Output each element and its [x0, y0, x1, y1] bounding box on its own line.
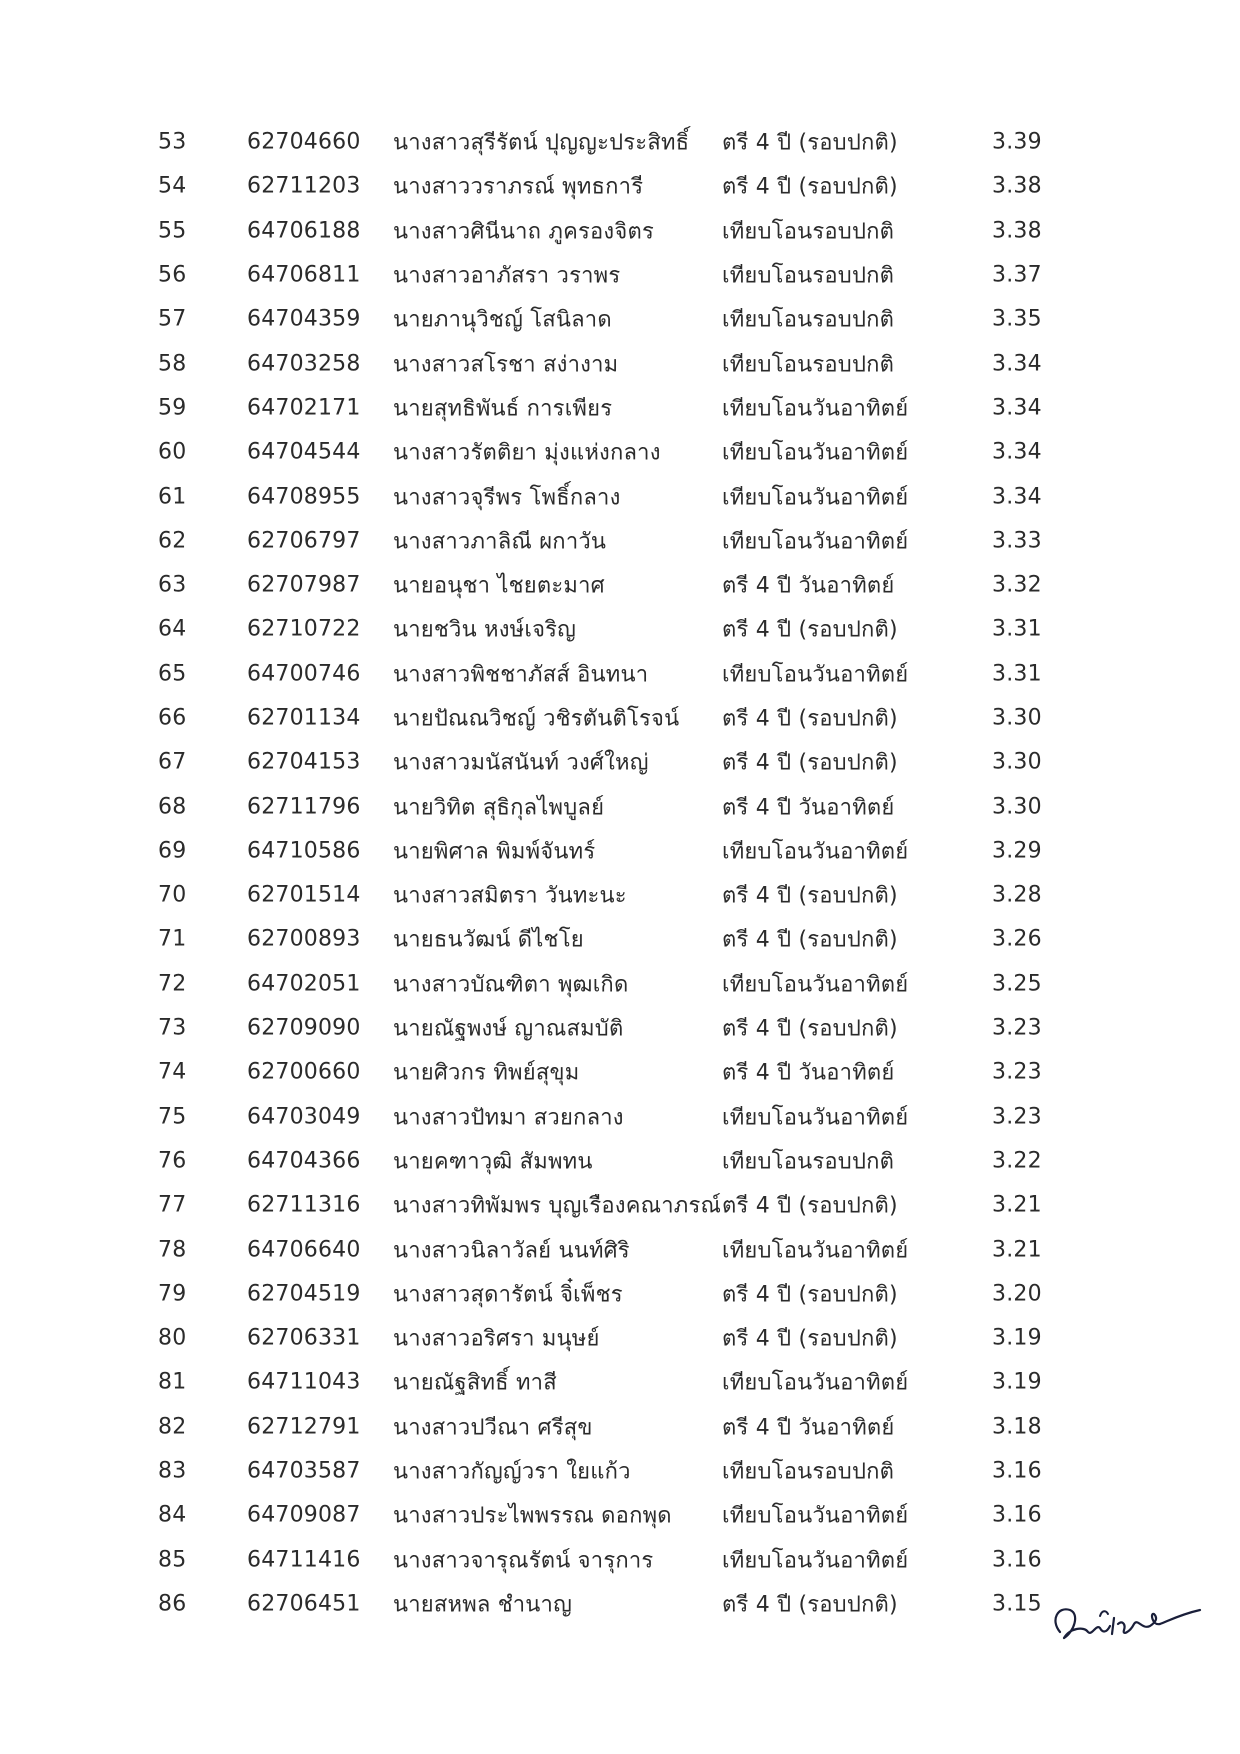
student-id: 64702051 — [247, 971, 361, 997]
table-row — [0, 164, 1240, 208]
student-name: นายคฑาวุฒิ สัมพทน — [393, 1149, 593, 1175]
row-number: 69 — [158, 838, 187, 864]
student-id: 62704153 — [247, 749, 361, 775]
table-row — [0, 652, 1240, 696]
table-row — [0, 253, 1240, 297]
row-number: 65 — [158, 661, 187, 687]
student-id: 64706640 — [247, 1237, 361, 1263]
program-type: เทียบโอนรอบปกติ — [722, 263, 895, 289]
student-id: 62711203 — [247, 173, 361, 199]
table-row — [0, 1360, 1240, 1404]
table-row — [0, 120, 1240, 164]
row-number: 86 — [158, 1591, 187, 1617]
table-row — [0, 209, 1240, 253]
program-type: ตรี 4 ปี วันอาทิตย์ — [722, 573, 895, 599]
row-number: 72 — [158, 971, 187, 997]
student-id: 64702171 — [247, 395, 361, 421]
student-id: 62701514 — [247, 882, 361, 908]
table-row — [0, 1227, 1240, 1271]
student-name: นายสหพล ชำนาญ — [393, 1592, 573, 1618]
row-number: 55 — [158, 218, 187, 244]
row-number: 57 — [158, 306, 187, 332]
student-name: นางสาวมนัสนันท์ วงศ์ใหญ่ — [393, 750, 649, 776]
table-row — [0, 1538, 1240, 1582]
gpa-value: 3.29 — [992, 838, 1042, 864]
student-name: นางสาวจุรีพร โพธิ์กลาง — [393, 485, 621, 511]
row-number: 73 — [158, 1015, 187, 1041]
program-type: เทียบโอนวันอาทิตย์ — [722, 396, 909, 422]
student-name: นางสาวอริศรา มนุษย์ — [393, 1326, 600, 1352]
student-name: นางสาวปวีณา ศรีสุข — [393, 1415, 593, 1441]
row-number: 83 — [158, 1458, 187, 1484]
row-number: 58 — [158, 351, 187, 377]
gpa-value: 3.25 — [992, 971, 1042, 997]
table-row — [0, 1449, 1240, 1493]
program-type: ตรี 4 ปี (รอบปกติ) — [722, 1193, 898, 1219]
student-name: นางสาวศินีนาถ ภูครองจิตร — [393, 219, 654, 245]
student-name: นายชวิน หงษ์เจริญ — [393, 617, 577, 643]
table-row — [0, 563, 1240, 607]
gpa-value: 3.34 — [992, 395, 1042, 421]
student-id: 64706188 — [247, 218, 361, 244]
program-type: เทียบโอนวันอาทิตย์ — [722, 440, 909, 466]
handwritten-signature — [1040, 1580, 1220, 1660]
student-id: 62706797 — [247, 528, 361, 554]
row-number: 63 — [158, 572, 187, 598]
program-type: ตรี 4 ปี (รอบปกติ) — [722, 883, 898, 909]
gpa-value: 3.30 — [992, 705, 1042, 731]
table-row — [0, 474, 1240, 518]
program-type: ตรี 4 ปี (รอบปกติ) — [722, 1592, 898, 1618]
gpa-value: 3.15 — [992, 1591, 1042, 1617]
program-type: ตรี 4 ปี วันอาทิตย์ — [722, 1415, 895, 1441]
student-id: 62704660 — [247, 129, 361, 155]
gpa-value: 3.28 — [992, 882, 1042, 908]
table-row — [0, 1006, 1240, 1050]
table-row — [0, 519, 1240, 563]
program-type: เทียบโอนวันอาทิตย์ — [722, 839, 909, 865]
table-row — [0, 1272, 1240, 1316]
program-type: ตรี 4 ปี (รอบปกติ) — [722, 706, 898, 732]
student-name: นางสาวสุรีรัตน์ ปุญญะประสิทธิ์ — [393, 130, 690, 156]
gpa-value: 3.30 — [992, 749, 1042, 775]
table-row — [0, 1050, 1240, 1094]
program-type: ตรี 4 ปี วันอาทิตย์ — [722, 1060, 895, 1086]
student-name: นางสาวกัญญ์วรา ใยแก้ว — [393, 1459, 631, 1485]
student-id: 62707987 — [247, 572, 361, 598]
student-id: 64710586 — [247, 838, 361, 864]
student-name: นางสาวจารุณรัตน์ จารุการ — [393, 1548, 654, 1574]
table-row — [0, 1316, 1240, 1360]
student-name: นายปัณณวิชญ์ วชิรตันติโรจน์ — [393, 706, 680, 732]
row-number: 56 — [158, 262, 187, 288]
row-number: 66 — [158, 705, 187, 731]
gpa-value: 3.37 — [992, 262, 1042, 288]
student-name: นางสาวสุดารัตน์ จิ๋เพ็ชร — [393, 1282, 623, 1308]
student-name: นางสาวทิพัมพร บุญเรืองคณาภรณ์ — [393, 1193, 722, 1219]
program-type: เทียบโอนรอบปกติ — [722, 1149, 895, 1175]
gpa-value: 3.39 — [992, 129, 1042, 155]
row-number: 85 — [158, 1547, 187, 1573]
student-id: 64706811 — [247, 262, 361, 288]
program-type: เทียบโอนวันอาทิตย์ — [722, 485, 909, 511]
program-type: เทียบโอนรอบปกติ — [722, 307, 895, 333]
student-name: นางสาวประไพพรรณ ดอกพุด — [393, 1503, 672, 1529]
table-row — [0, 740, 1240, 784]
student-id: 64708955 — [247, 484, 361, 510]
student-id: 64703587 — [247, 1458, 361, 1484]
student-id: 64700746 — [247, 661, 361, 687]
gpa-value: 3.19 — [992, 1369, 1042, 1395]
row-number: 59 — [158, 395, 187, 421]
student-id: 62709090 — [247, 1015, 361, 1041]
student-id: 64711043 — [247, 1369, 361, 1395]
student-id: 62712791 — [247, 1414, 361, 1440]
row-number: 68 — [158, 794, 187, 820]
row-number: 77 — [158, 1192, 187, 1218]
row-number: 74 — [158, 1059, 187, 1085]
student-name: นางสาวปัทมา สวยกลาง — [393, 1105, 624, 1131]
student-id: 64709087 — [247, 1502, 361, 1528]
student-id: 62704519 — [247, 1281, 361, 1307]
gpa-value: 3.26 — [992, 926, 1042, 952]
row-number: 61 — [158, 484, 187, 510]
table-row — [0, 1183, 1240, 1227]
gpa-value: 3.38 — [992, 173, 1042, 199]
table-row — [0, 784, 1240, 828]
program-type: ตรี 4 ปี (รอบปกติ) — [722, 130, 898, 156]
student-name: นางสาวภาลิณี ผกาวัน — [393, 529, 607, 555]
gpa-value: 3.22 — [992, 1148, 1042, 1174]
gpa-value: 3.23 — [992, 1015, 1042, 1041]
table-row — [0, 607, 1240, 651]
student-name: นางสาวอาภัสรา วราพร — [393, 263, 621, 289]
gpa-value: 3.18 — [992, 1414, 1042, 1440]
row-number: 71 — [158, 926, 187, 952]
row-number: 64 — [158, 616, 187, 642]
student-id: 62711316 — [247, 1192, 361, 1218]
row-number: 54 — [158, 173, 187, 199]
table-row — [0, 917, 1240, 961]
gpa-value: 3.34 — [992, 351, 1042, 377]
program-type: ตรี 4 ปี (รอบปกติ) — [722, 927, 898, 953]
student-name: นายภานุวิชญ์ โสนิลาด — [393, 307, 612, 333]
table-row — [0, 1405, 1240, 1449]
table-row — [0, 1493, 1240, 1537]
row-number: 79 — [158, 1281, 187, 1307]
table-row — [0, 873, 1240, 917]
table-row — [0, 297, 1240, 341]
program-type: เทียบโอนวันอาทิตย์ — [722, 1548, 909, 1574]
gpa-value: 3.20 — [992, 1281, 1042, 1307]
student-name: นายพิศาล พิมพ์จันทร์ — [393, 839, 596, 865]
student-name: นางสาวนิลาวัลย์ นนท์ศิริ — [393, 1238, 630, 1264]
student-id: 62700893 — [247, 926, 361, 952]
gpa-value: 3.32 — [992, 572, 1042, 598]
program-type: เทียบโอนรอบปกติ — [722, 352, 895, 378]
table-row — [0, 829, 1240, 873]
student-id: 64703049 — [247, 1104, 361, 1130]
student-id: 62710722 — [247, 616, 361, 642]
gpa-value: 3.16 — [992, 1547, 1042, 1573]
student-name: นายณัฐพงษ์ ญาณสมบัติ — [393, 1016, 624, 1042]
program-type: ตรี 4 ปี วันอาทิตย์ — [722, 795, 895, 821]
student-name: นางสาวพิชชาภัสส์ อินทนา — [393, 662, 649, 688]
ranking-table — [0, 120, 1240, 1626]
student-name: นายธนวัฒน์ ดีไชโย — [393, 927, 584, 953]
student-id: 64703258 — [247, 351, 361, 377]
program-type: ตรี 4 ปี (รอบปกติ) — [722, 1282, 898, 1308]
program-type: ตรี 4 ปี (รอบปกติ) — [722, 174, 898, 200]
row-number: 81 — [158, 1369, 187, 1395]
program-type: ตรี 4 ปี (รอบปกติ) — [722, 617, 898, 643]
student-name: นายณัฐสิทธิ์ ทาสี — [393, 1370, 557, 1396]
student-id: 62700660 — [247, 1059, 361, 1085]
gpa-value: 3.33 — [992, 528, 1042, 554]
student-name: นางสาววราภรณ์ พุทธการี — [393, 174, 644, 200]
row-number: 82 — [158, 1414, 187, 1440]
program-type: เทียบโอนรอบปกติ — [722, 1459, 895, 1485]
gpa-value: 3.23 — [992, 1059, 1042, 1085]
student-name: นายวิทิต สุธิกุลไพบูลย์ — [393, 795, 605, 821]
student-id: 64711416 — [247, 1547, 361, 1573]
table-row — [0, 696, 1240, 740]
program-type: เทียบโอนวันอาทิตย์ — [722, 1370, 909, 1396]
program-type: ตรี 4 ปี (รอบปกติ) — [722, 750, 898, 776]
row-number: 75 — [158, 1104, 187, 1130]
gpa-value: 3.23 — [992, 1104, 1042, 1130]
student-id: 62701134 — [247, 705, 361, 731]
program-type: เทียบโอนวันอาทิตย์ — [722, 972, 909, 998]
student-name: นางสาวรัตติยา มุ่งแห่งกลาง — [393, 440, 661, 466]
program-type: เทียบโอนวันอาทิตย์ — [722, 1238, 909, 1264]
student-id: 64704359 — [247, 306, 361, 332]
student-id: 62711796 — [247, 794, 361, 820]
gpa-value: 3.34 — [992, 484, 1042, 510]
table-row — [0, 962, 1240, 1006]
program-type: เทียบโอนวันอาทิตย์ — [722, 529, 909, 555]
gpa-value: 3.31 — [992, 661, 1042, 687]
gpa-value: 3.16 — [992, 1502, 1042, 1528]
program-type: เทียบโอนวันอาทิตย์ — [722, 1503, 909, 1529]
row-number: 60 — [158, 439, 187, 465]
gpa-value: 3.16 — [992, 1458, 1042, 1484]
gpa-value: 3.19 — [992, 1325, 1042, 1351]
program-type: เทียบโอนวันอาทิตย์ — [722, 662, 909, 688]
row-number: 67 — [158, 749, 187, 775]
gpa-value: 3.35 — [992, 306, 1042, 332]
student-id: 64704366 — [247, 1148, 361, 1174]
gpa-value: 3.21 — [992, 1192, 1042, 1218]
gpa-value: 3.38 — [992, 218, 1042, 244]
program-type: เทียบโอนวันอาทิตย์ — [722, 1105, 909, 1131]
student-name: นางสาวสโรชา สง่างาม — [393, 352, 619, 378]
gpa-value: 3.34 — [992, 439, 1042, 465]
student-id: 64704544 — [247, 439, 361, 465]
student-name: นางสาวบัณฑิตา พุฒเกิด — [393, 972, 629, 998]
student-name: นายอนุชา ไชยตะมาศ — [393, 573, 605, 599]
row-number: 84 — [158, 1502, 187, 1528]
program-type: เทียบโอนรอบปกติ — [722, 219, 895, 245]
gpa-value: 3.31 — [992, 616, 1042, 642]
row-number: 76 — [158, 1148, 187, 1174]
table-row — [0, 386, 1240, 430]
table-row — [0, 1139, 1240, 1183]
student-id: 62706451 — [247, 1591, 361, 1617]
row-number: 80 — [158, 1325, 187, 1351]
row-number: 70 — [158, 882, 187, 908]
program-type: ตรี 4 ปี (รอบปกติ) — [722, 1326, 898, 1352]
row-number: 78 — [158, 1237, 187, 1263]
student-name: นายศิวกร ทิพย์สุขุม — [393, 1060, 580, 1086]
table-row — [0, 1095, 1240, 1139]
student-id: 62706331 — [247, 1325, 361, 1351]
gpa-value: 3.21 — [992, 1237, 1042, 1263]
row-number: 62 — [158, 528, 187, 554]
program-type: ตรี 4 ปี (รอบปกติ) — [722, 1016, 898, 1042]
gpa-value: 3.30 — [992, 794, 1042, 820]
table-row — [0, 430, 1240, 474]
student-name: นายสุทธิพันธ์ การเพียร — [393, 396, 613, 422]
row-number: 53 — [158, 129, 187, 155]
table-row — [0, 341, 1240, 385]
student-name: นางสาวสมิตรา วันทะนะ — [393, 883, 627, 909]
